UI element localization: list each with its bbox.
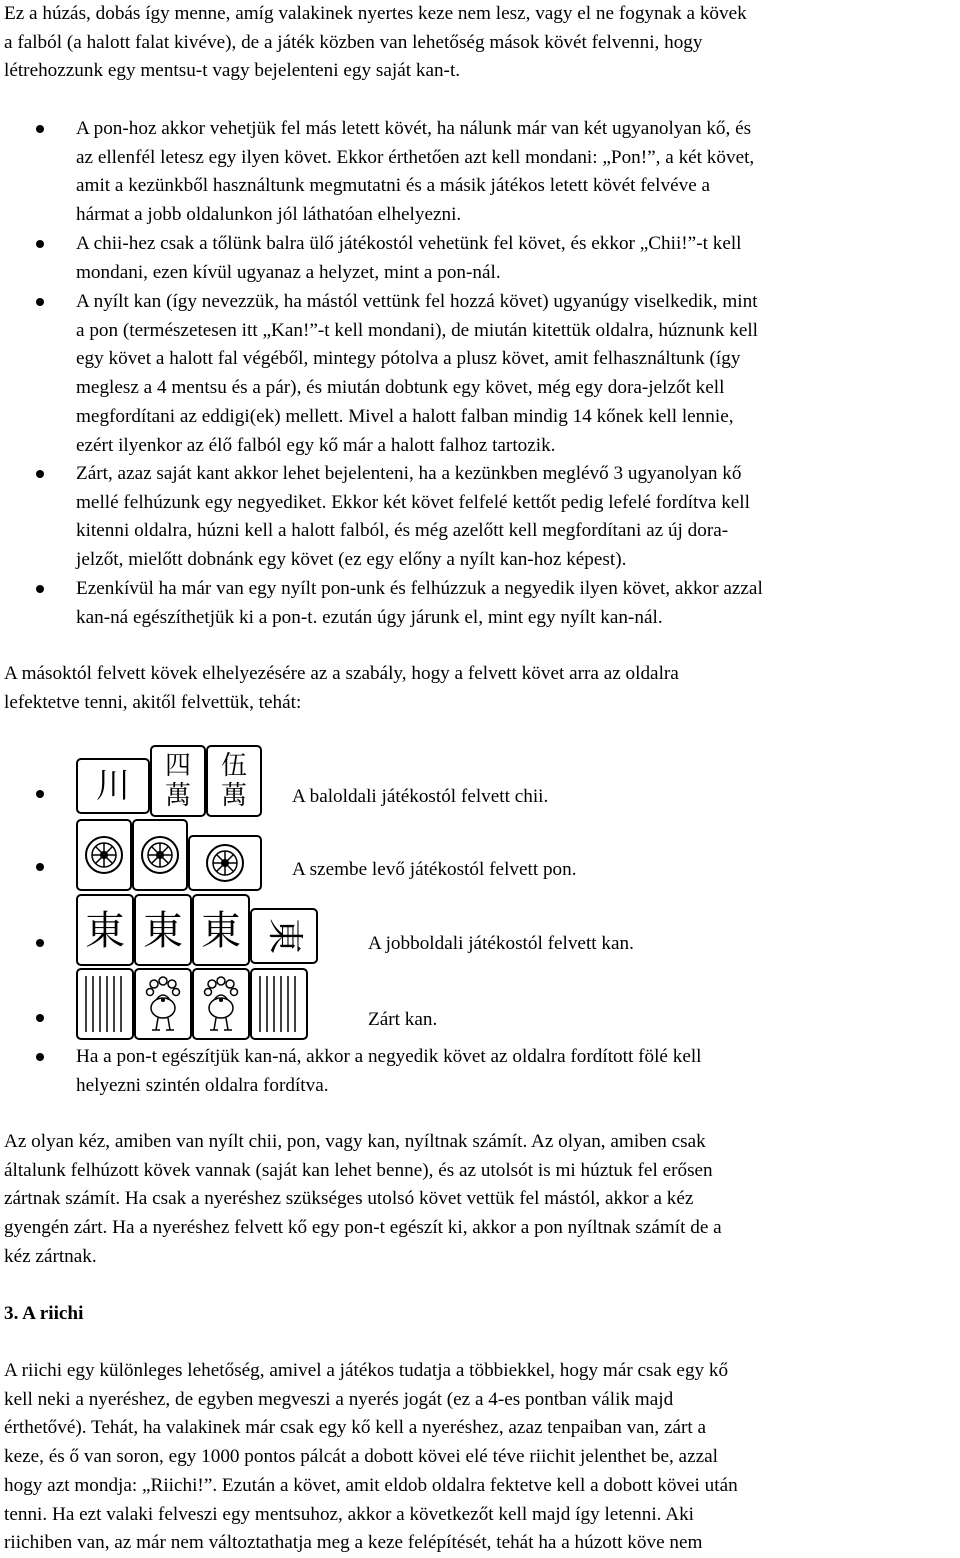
- example-pon: [4, 819, 956, 891]
- bullet-icon: [36, 470, 44, 478]
- rule-paragraph: [4, 660, 956, 717]
- text-line: megfordítani az eddigi(ek) mellett. Mivel a halott falban mindig 14 kőnek kell lennie,: [76, 405, 734, 427]
- bullet-icon: [36, 585, 44, 593]
- east-wind-glyph: 東: [85, 908, 125, 954]
- bullet-icon: [36, 1014, 44, 1022]
- east-wind-glyph: 東: [143, 908, 183, 954]
- wheel-icon: [134, 821, 186, 889]
- text-line: zártnak számít. Ha csak a nyeréshez szükséges utolsó követ vettük fel mástól, akkor a kéz: [4, 1188, 694, 1210]
- tile: [192, 894, 250, 966]
- text-line: általunk felhúzott kövek vannak (saját kan lehet benne), és az utolsót is mi húztuk fel erősen: [4, 1159, 713, 1181]
- text-line: Ezenkívül ha már van egy nyílt pon-unk és felhúzzuk a negyedik ilyen követ, akkor azzal: [76, 578, 763, 599]
- sideways-tile: [76, 758, 150, 814]
- tile: [150, 745, 206, 817]
- text-line: A chii-hez csak a tőlünk balra ülő játékostól vehetünk fel követ, és ekkor „Chii!”-t kell: [76, 233, 742, 254]
- text-line: kéz zártnak.: [4, 1245, 97, 1267]
- tile-glyph: 伍 萬: [220, 751, 247, 811]
- sideways-tile: [250, 908, 318, 964]
- example-open-kan: [4, 894, 956, 966]
- text-line: érthetővé). Tehát, ha valakinek már csak egy kő kell a nyeréshez, azaz tenpaiban van, zárt a: [4, 1417, 707, 1439]
- text-line: riichiben van, az már nem változtathatja meg a keze felépítését, tehát ha a húzott köve nem: [4, 1532, 703, 1554]
- bullet-icon: [36, 125, 44, 133]
- text-line: az ellenfél letesz egy ilyen követ. Ekkor érthetően azt kell mondani: „Pon!”, a két követ,: [76, 146, 755, 168]
- text-line: kan-ná egészíthetjük ki a pon-t. ezután úgy járunk el, mint egy nyílt kan-nál.: [76, 606, 663, 628]
- wheel-icon: [190, 837, 260, 889]
- tile: [76, 819, 132, 891]
- example-chii: [4, 745, 956, 817]
- text-line: Ha a pon-t egészítjük kan-ná, akkor a negyedik követ az oldalra fordított fölé kell: [76, 1046, 702, 1067]
- tile: [76, 894, 134, 966]
- bullet-icon: [36, 939, 44, 947]
- example-label: A jobboldali játékostól felvett kan.: [368, 933, 634, 954]
- east-wind-glyph: 東: [201, 908, 241, 954]
- text-line: egy követ a halott fal végéből, mintegy pótolva a plusz követ, amit felhasználtunk (így: [76, 348, 741, 370]
- text-line: tenni. Ha ezt valaki felveszi egy mentsuhoz, akkor a következőt kell majd így letenni. Aki: [4, 1503, 694, 1525]
- text-line: A másoktól felvett kövek elhelyezésére az a szabály, hogy a felvett követ arra az oldalra: [4, 663, 679, 684]
- text-line: ezért ilyenkor az élő falból egy kő már a halott falhoz tartozik.: [76, 434, 556, 456]
- tile: [192, 968, 250, 1040]
- text-line: A pon-hoz akkor vehetjük fel más letett kövét, ha nálunk már van két ugyanolyan kő, és: [76, 118, 752, 139]
- intro-paragraph: [4, 0, 956, 86]
- tile-back-icon: [252, 970, 306, 1038]
- closed-hand-paragraph: [4, 1128, 956, 1272]
- text-line: hármat a jobb oldalunkon jól láthatóan elhelyezni.: [76, 204, 462, 226]
- wheel-icon: [78, 821, 130, 889]
- tile-glyph: 川: [96, 766, 130, 806]
- east-wind-glyph: 東: [264, 917, 305, 954]
- text-line: keze, és ő van soron, egy 1000 pontos pálcát a dobott kövei elé téve riichit jelenthet be, azzal: [4, 1446, 718, 1468]
- text-line: mellé felhúzunk egy negyediket. Ekkor két követ felfelé kettőt pedig lefelé fordítva kell: [76, 491, 750, 513]
- text-line: meglesz a 4 mentsu és a pár), és miután dobtunk egy követ, még egy dora-jelzőt kell: [76, 377, 725, 399]
- tile: [134, 894, 192, 966]
- example-label: A baloldali játékostól felvett chii.: [292, 786, 549, 807]
- example-label: Zárt kan.: [368, 1009, 438, 1030]
- text-line: A riichi egy különleges lehetőség, amivel a játékos tudatja a többiekkel, hogy már csak egy kő: [4, 1360, 729, 1381]
- tile: [134, 968, 192, 1040]
- example-closed-kan: [4, 968, 956, 1040]
- text-line: amit a kezünkből használtunk megmutatni és a másik játékos letett kövét felvéve a: [76, 175, 711, 197]
- face-down-tile: [250, 968, 308, 1040]
- section-heading: 3. A riichi: [4, 1303, 84, 1324]
- text-line: jelzőt, mielőtt dobnánk egy követ (ez egy előny a nyílt kan-hoz képest).: [76, 549, 627, 571]
- text-line: Zárt, azaz saját kant akkor lehet bejelenteni, ha a kezünkben meglévő 3 ugyanolyan kő: [76, 463, 742, 484]
- text-line: a pon (természetesen itt „Kan!”-t kell mondani), de miután kitettük oldalra, húznunk kell: [76, 319, 758, 341]
- bullet-icon: [36, 298, 44, 306]
- tile: [132, 819, 188, 891]
- text-line: Az olyan kéz, amiben van nyílt chii, pon, vagy kan, nyíltnak számít. Az olyan, amiben csak: [4, 1131, 706, 1152]
- bullet-icon: [36, 240, 44, 248]
- text-line: hogy azt mondja: „Riichi!”. Ezután a követ, amit eldob oldalra fektetve kell a dobott kövei után: [4, 1474, 738, 1496]
- text-line: kell neki a nyeréshez, de egyben megveszi a nyerés jogát (ez a 4-es pontban válik majd: [4, 1388, 674, 1410]
- bullet-icon: [36, 790, 44, 798]
- riichi-paragraph: [4, 1357, 956, 1558]
- text-line: kitenni oldalra, húzni kell a halott falból, és még azelőtt kell megfordítani az új dora-: [76, 520, 729, 542]
- sideways-tile: [188, 835, 262, 891]
- text-line: létrehozzunk egy mentsu-t vagy bejelenteni egy saját kan-t.: [4, 60, 461, 82]
- example-label: A szembe levő játékostól felvett pon.: [292, 859, 577, 880]
- bullet-icon: [36, 1053, 44, 1061]
- face-down-tile: [76, 968, 134, 1040]
- text-line: helyezni szintén oldalra fordítva.: [76, 1074, 329, 1096]
- bird-icon: [194, 970, 248, 1038]
- bird-icon: [136, 970, 190, 1038]
- tile-back-icon: [78, 970, 132, 1038]
- tile: [206, 745, 262, 817]
- bullet-icon: [36, 863, 44, 871]
- text-line: Ez a húzás, dobás így menne, amíg valakinek nyertes keze nem lesz, vagy el ne fogynak a kövek: [4, 3, 747, 24]
- text-line: gyengén zárt. Ha a nyeréshez felvett kő egy pon-t egészít ki, akkor a pon nyíltnak számít de a: [4, 1217, 722, 1239]
- tile-glyph: 四 萬: [164, 751, 191, 811]
- text-line: mondani, ezen kívül ugyanaz a helyzet, mint a pon-nál.: [76, 261, 501, 283]
- text-line: lefektetve tenni, akitől felvettük, tehát:: [4, 691, 302, 713]
- text-line: A nyílt kan (így nevezzük, ha mástól vettünk fel hozzá követ) ugyanúgy viselkedik, mint: [76, 291, 758, 312]
- text-line: a falból (a halott falat kivéve), de a játék közben van lehetőség mások kövét felvenni, hogy: [4, 31, 703, 53]
